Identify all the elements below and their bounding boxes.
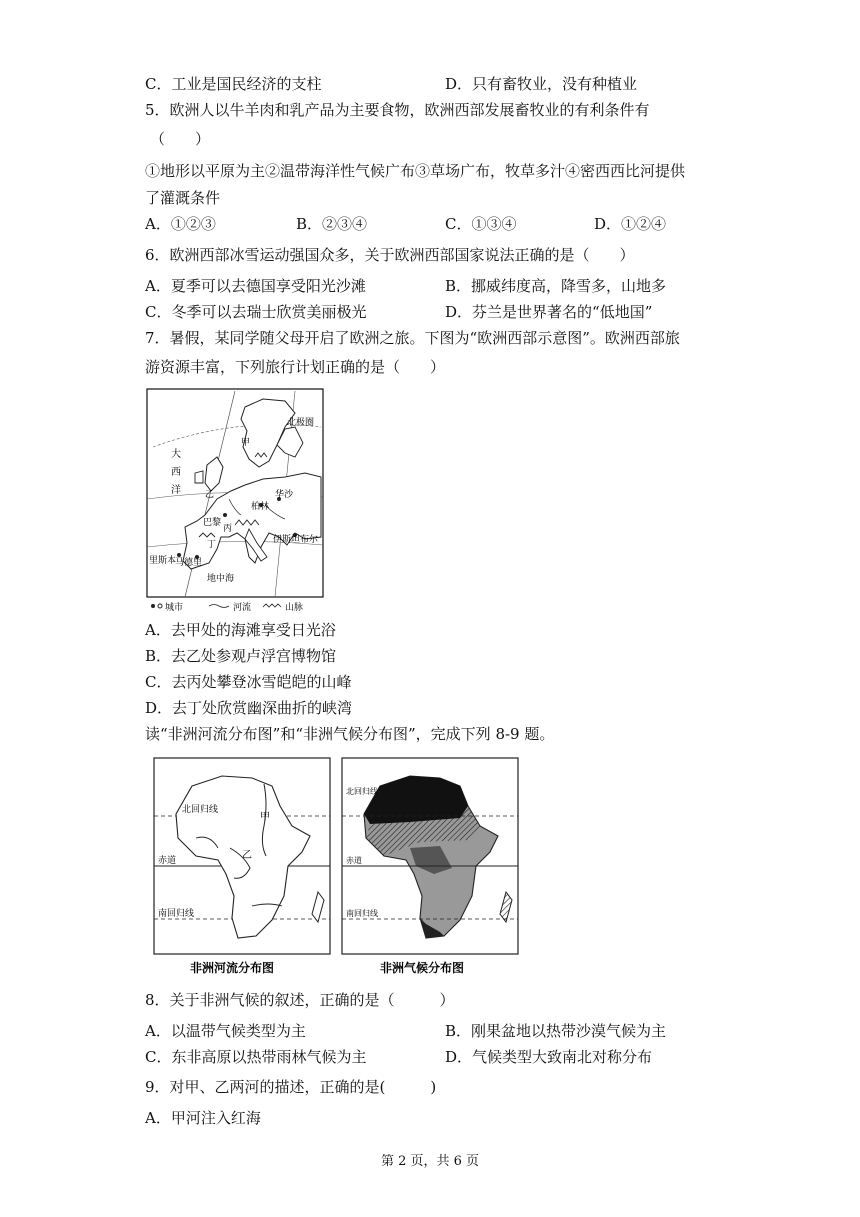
- q8-option-c: C．东非高原以热带雨林气候为主: [145, 1048, 367, 1066]
- q7-option-a: A．去甲处的海滩享受日光浴: [145, 621, 336, 639]
- climate-tropic-capricorn: 南回归线: [346, 909, 378, 918]
- q4-option-d: D．只有畜牧业，没有种植业: [445, 75, 638, 93]
- legend-river: 河流: [233, 603, 252, 613]
- q4-option-c: C．工业是国民经济的支柱: [145, 75, 322, 93]
- europe-bing-label: 丙: [223, 524, 233, 534]
- rivers-tropic-cancer: 北回归线: [182, 805, 219, 815]
- q7-stem-line2: 游资源丰富，下列旅行计划正确的是（ ）: [145, 358, 446, 376]
- rivers-jia-label: 甲: [260, 812, 270, 823]
- q5-conditions-line2: 了灌溉条件: [145, 189, 221, 207]
- legend-city: 城市: [165, 603, 184, 613]
- q6-option-d: D．芬兰是世界著名的“低地国”: [445, 303, 653, 321]
- climate-tropic-cancer: 北回归线: [346, 787, 378, 796]
- q8-stem: 8．关于非洲气候的叙述，正确的是（ ）: [145, 991, 455, 1009]
- q5-conditions-line1: ①地形以平原为主②温带海洋性气候广布③草场广布，牧草多汁④密西西比河提供: [145, 162, 686, 180]
- atlantic-label-2: 西: [171, 467, 181, 478]
- q7-stem-line1: 7．暑假，某同学随父母开启了欧洲之旅。下图为“欧洲西部示意图”。欧洲西部旅: [145, 329, 680, 347]
- warsaw-label: 华沙: [275, 490, 294, 500]
- q5-option-b: B．②③④: [296, 215, 368, 233]
- q6-option-b: B．挪威纬度高，降雪多，山地多: [445, 277, 667, 295]
- q8-option-d: D．气候类型大致南北对称分布: [445, 1048, 653, 1066]
- q7-option-c: C．去丙处攀登冰雪皑皑的山峰: [145, 673, 352, 691]
- atlantic-label-1: 大: [171, 449, 181, 460]
- africa-climate-map: [340, 756, 520, 978]
- istanbul-label: 伊斯坦布尔: [273, 535, 319, 545]
- europe-ding-label: 丁: [207, 540, 217, 550]
- arctic-circle-label: 北极圈: [287, 418, 315, 428]
- q6-option-a: A．夏季可以去德国享受阳光沙滩: [145, 277, 366, 295]
- q7-option-d: D．去丁处欣赏幽深曲折的峡湾: [145, 699, 353, 717]
- q5-option-d: D．①②④: [594, 215, 667, 233]
- q9-option-a: A．甲河注入红海: [145, 1109, 261, 1127]
- q5-option-c: C．①③④: [445, 215, 517, 233]
- q6-option-c: C．冬季可以去瑞士欣赏美丽极光: [145, 303, 367, 321]
- q6-stem: 6．欧洲西部冰雪运动强国众多，关于欧洲西部国家说法正确的是（ ）: [145, 246, 635, 264]
- lisbon-label: 里斯本: [149, 556, 177, 566]
- q9-stem: 9．对甲、乙两河的描述，正确的是( ): [145, 1078, 437, 1096]
- europe-jia-label: 甲: [241, 438, 251, 448]
- europe-map: [145, 387, 325, 613]
- q5-option-a: A．①②③: [145, 215, 216, 233]
- madrid-label: 马德里: [175, 558, 203, 568]
- legend-mountain: 山脉: [285, 603, 304, 613]
- berlin-label: 柏林: [251, 502, 270, 512]
- rivers-tropic-capricorn: 南回归线: [158, 909, 195, 919]
- climate-equator: 赤道: [346, 856, 362, 865]
- intro-8-9: 读“非洲河流分布图”和“非洲气候分布图”，完成下列 8-9 题。: [145, 725, 555, 743]
- rivers-yi-label: 乙: [242, 850, 252, 861]
- atlantic-label-3: 洋: [171, 485, 181, 496]
- q5-blank: （ ）: [150, 130, 211, 148]
- page-footer: 第 2 页，共 6 页: [380, 1154, 480, 1169]
- paris-label: 巴黎: [203, 518, 222, 528]
- africa-rivers-title: 非洲河流分布图: [190, 961, 275, 975]
- mediterranean-label: 地中海: [207, 574, 235, 584]
- q5-stem: 5．欧洲人以牛羊肉和乳产品为主要食物，欧洲西部发展畜牧业的有利条件有: [145, 101, 650, 119]
- q7-option-b: B．去乙处参观卢浮宫博物馆: [145, 647, 337, 665]
- europe-yi-label: 乙: [205, 490, 215, 500]
- q8-option-a: A．以温带气候类型为主: [145, 1022, 306, 1040]
- q8-option-b: B．刚果盆地以热带沙漠气候为主: [445, 1022, 667, 1040]
- rivers-equator: 赤道: [158, 856, 177, 866]
- africa-rivers-map: [152, 756, 332, 978]
- africa-climate-title: 非洲气候分布图: [380, 961, 465, 975]
